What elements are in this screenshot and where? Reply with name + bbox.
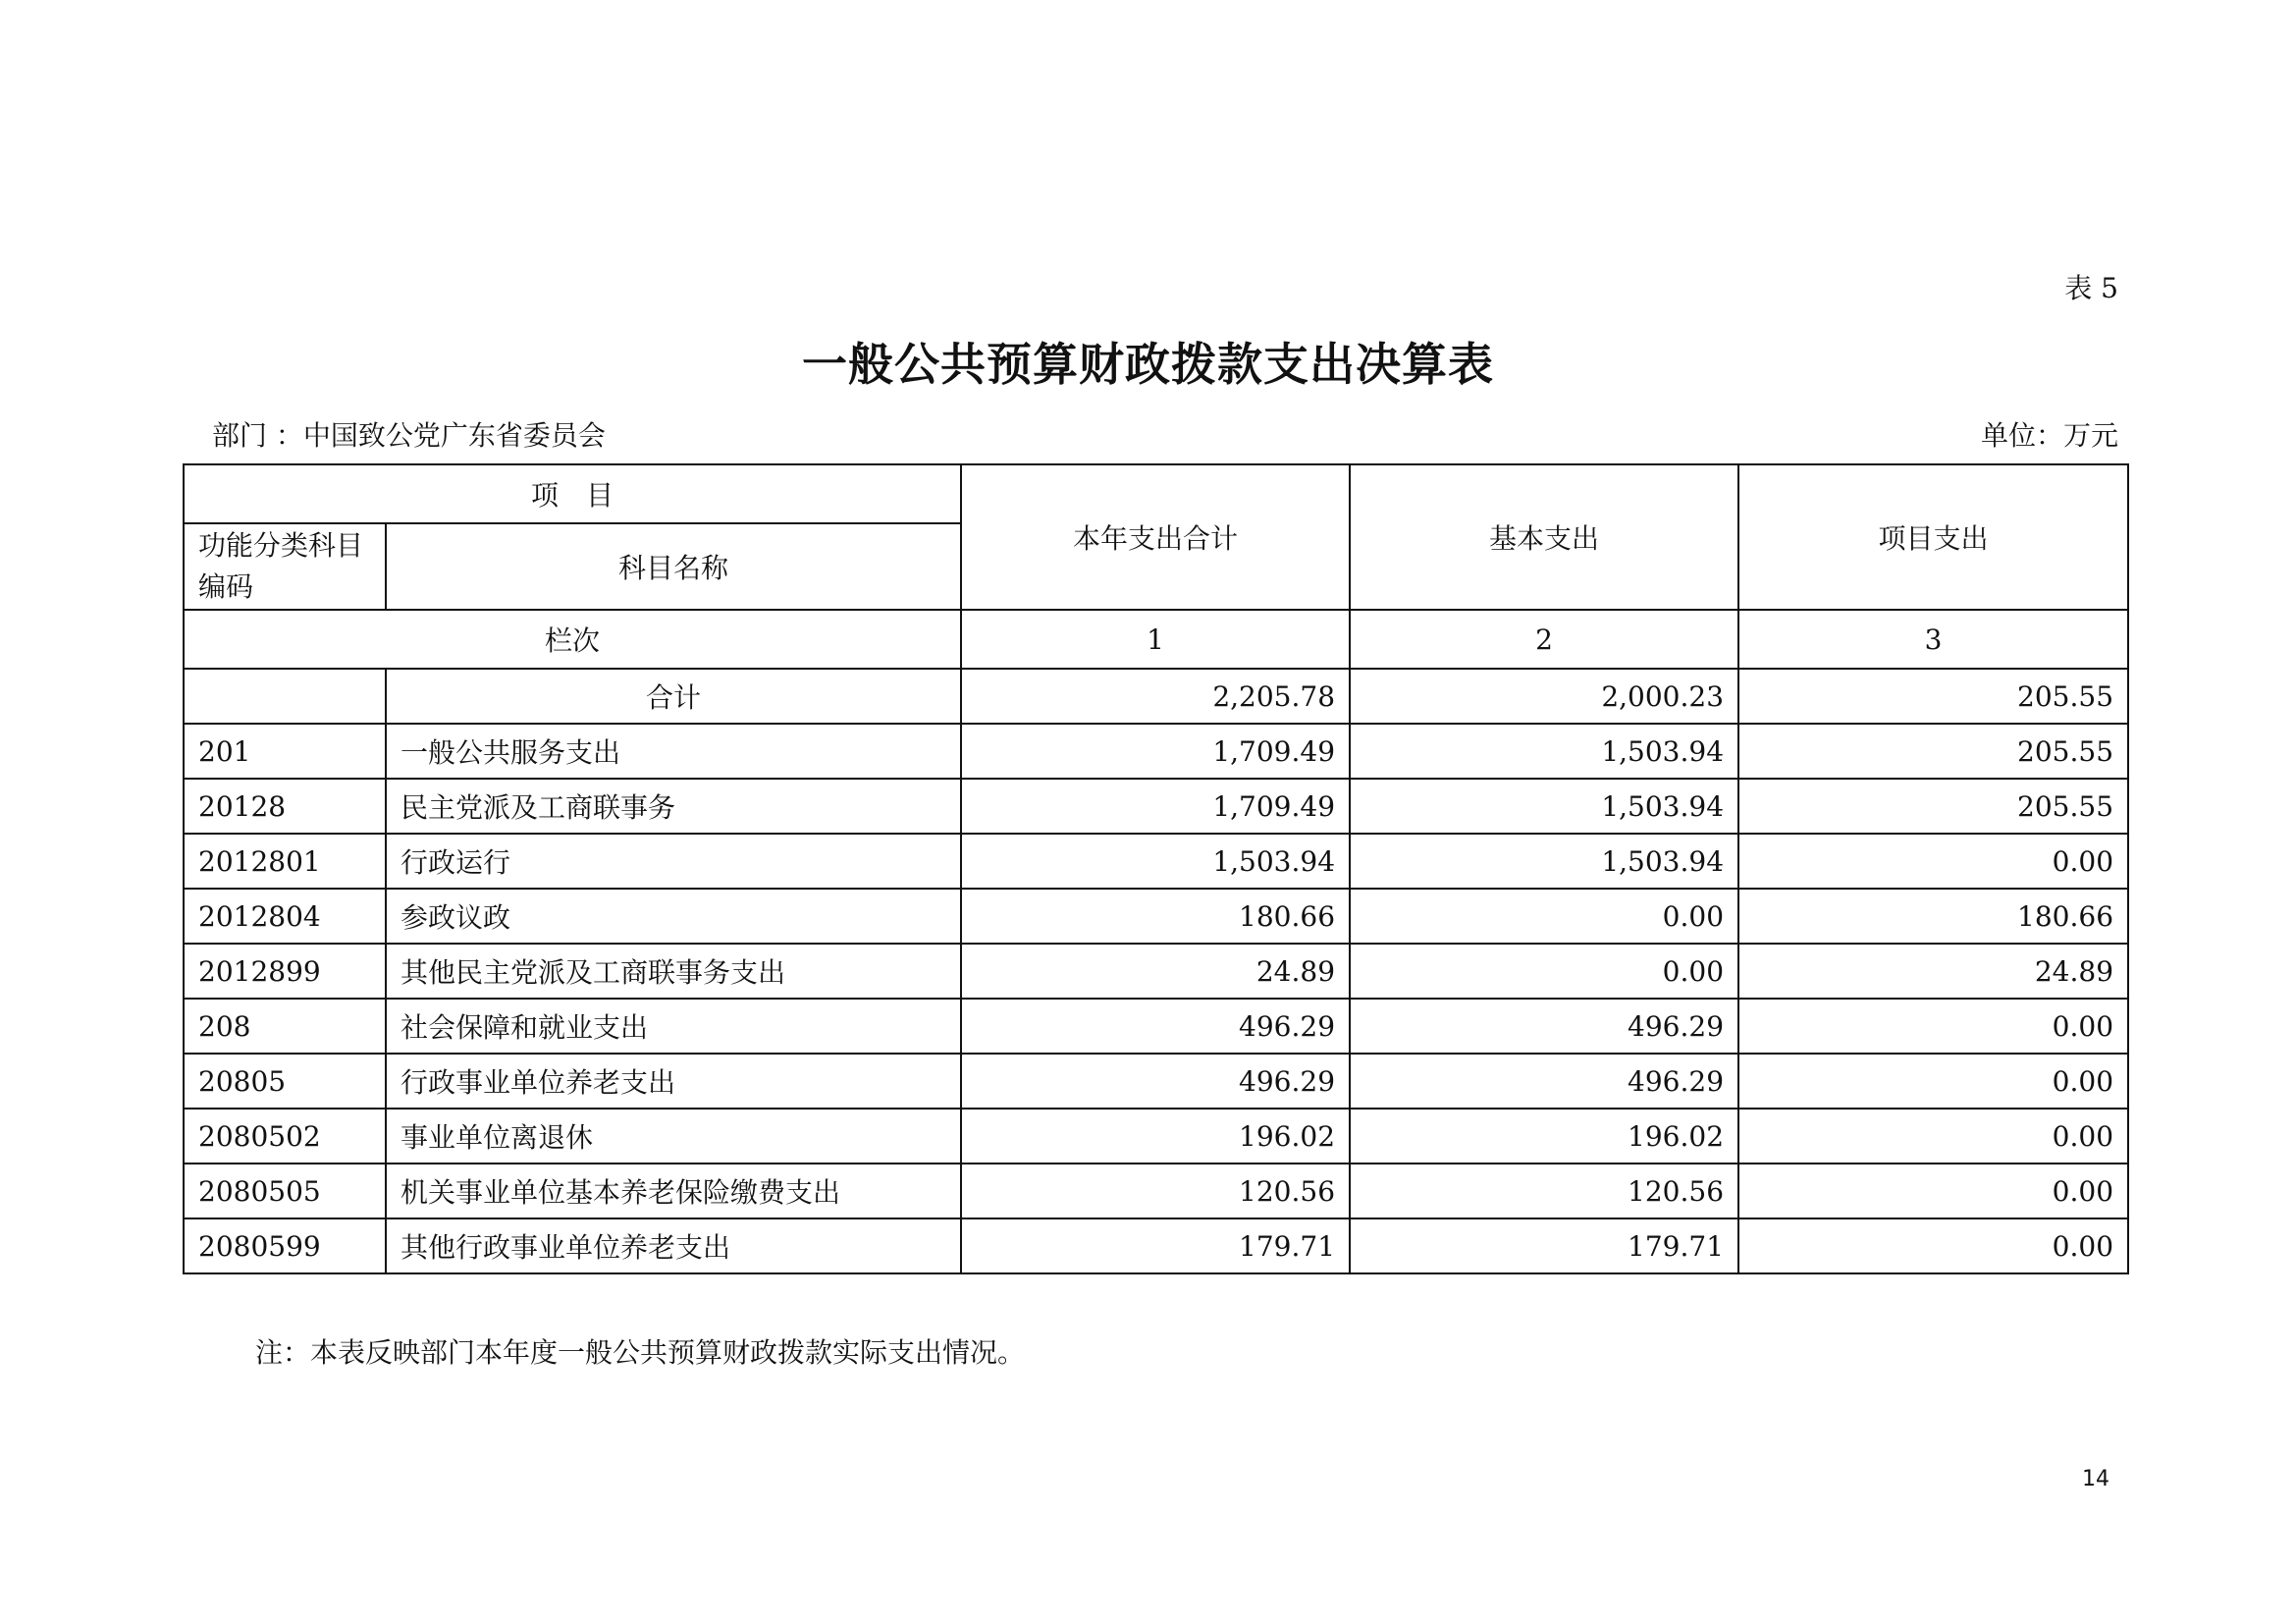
row-code: 2012801 [184, 834, 386, 889]
row-basic: 1,503.94 [1350, 834, 1738, 889]
header-row-1 [184, 464, 2128, 523]
row-code: 201 [184, 724, 386, 779]
table-row [184, 779, 2128, 834]
column-index-3: 3 [1738, 610, 2128, 669]
header-code: 功能分类科目编码 [184, 523, 386, 610]
row-project: 0.00 [1738, 1218, 2128, 1273]
table-row [184, 834, 2128, 889]
row-project: 0.00 [1738, 1054, 2128, 1109]
row-name: 民主党派及工商联事务 [386, 779, 961, 834]
row-total: 496.29 [961, 999, 1350, 1054]
row-basic: 196.02 [1350, 1109, 1738, 1164]
row-code: 20128 [184, 779, 386, 834]
row-name: 一般公共服务支出 [386, 724, 961, 779]
row-basic: 0.00 [1350, 889, 1738, 944]
row-project: 0.00 [1738, 1164, 2128, 1218]
row-basic: 0.00 [1350, 944, 1738, 999]
row-name: 参政议政 [386, 889, 961, 944]
row-total: 24.89 [961, 944, 1350, 999]
row-total: 196.02 [961, 1109, 1350, 1164]
expenditure-table [183, 463, 2129, 1274]
row-project: 0.00 [1738, 1109, 2128, 1164]
row-project: 0.00 [1738, 834, 2128, 889]
row-name: 其他行政事业单位养老支出 [386, 1218, 961, 1273]
unit-label: 单位：万元 [1980, 419, 2118, 452]
header-name: 科目名称 [386, 523, 961, 610]
column-index-2: 2 [1350, 610, 1738, 669]
sum-total: 2,205.78 [961, 669, 1350, 724]
header-total: 本年支出合计 [961, 464, 1350, 610]
row-code: 2080502 [184, 1109, 386, 1164]
row-total: 1,503.94 [961, 834, 1350, 889]
row-basic: 496.29 [1350, 1054, 1738, 1109]
row-total: 120.56 [961, 1164, 1350, 1218]
table-row [184, 944, 2128, 999]
row-name: 社会保障和就业支出 [386, 999, 961, 1054]
row-name: 其他民主党派及工商联事务支出 [386, 944, 961, 999]
page-title: 一般公共预算财政拨款支出决算表 [802, 338, 1494, 391]
header-project: 项 目 [184, 464, 961, 523]
sum-project: 205.55 [1738, 669, 2128, 724]
row-code: 2012804 [184, 889, 386, 944]
department-label: 部门 ：中国致公党广东省委员会 [212, 419, 606, 452]
row-project: 0.00 [1738, 999, 2128, 1054]
row-total: 1,709.49 [961, 724, 1350, 779]
row-name: 机关事业单位基本养老保险缴费支出 [386, 1164, 961, 1218]
table-row [184, 1054, 2128, 1109]
row-project: 180.66 [1738, 889, 2128, 944]
row-name: 行政运行 [386, 834, 961, 889]
row-basic: 179.71 [1350, 1218, 1738, 1273]
row-total: 496.29 [961, 1054, 1350, 1109]
header-basic: 基本支出 [1350, 464, 1738, 610]
page-number: 14 [2082, 1467, 2109, 1491]
row-code: 2012899 [184, 944, 386, 999]
row-basic: 1,503.94 [1350, 724, 1738, 779]
row-project: 24.89 [1738, 944, 2128, 999]
row-total: 1,709.49 [961, 779, 1350, 834]
table-row [184, 999, 2128, 1054]
row-total: 179.71 [961, 1218, 1350, 1273]
row-code: 2080599 [184, 1218, 386, 1273]
table-number: 表 5 [2064, 272, 2118, 304]
row-basic: 1,503.94 [1350, 779, 1738, 834]
row-project: 205.55 [1738, 724, 2128, 779]
table-row [184, 1218, 2128, 1273]
sum-row [184, 669, 2128, 724]
column-index-row [184, 610, 2128, 669]
row-name: 事业单位离退休 [386, 1109, 961, 1164]
row-code: 20805 [184, 1054, 386, 1109]
sum-basic: 2,000.23 [1350, 669, 1738, 724]
table-row [184, 1164, 2128, 1218]
row-project: 205.55 [1738, 779, 2128, 834]
row-basic: 496.29 [1350, 999, 1738, 1054]
sum-code [184, 669, 386, 724]
row-basic: 120.56 [1350, 1164, 1738, 1218]
row-code: 208 [184, 999, 386, 1054]
row-total: 180.66 [961, 889, 1350, 944]
header-project-expenditure: 项目支出 [1738, 464, 2128, 610]
table-row [184, 724, 2128, 779]
row-name: 行政事业单位养老支出 [386, 1054, 961, 1109]
column-index-label: 栏次 [184, 610, 961, 669]
row-code: 2080505 [184, 1164, 386, 1218]
column-index-1: 1 [961, 610, 1350, 669]
footnote: 注：本表反映部门本年度一般公共预算财政拨款实际支出情况。 [255, 1336, 1026, 1369]
sum-label: 合计 [386, 669, 961, 724]
table-row [184, 1109, 2128, 1164]
table-row [184, 889, 2128, 944]
